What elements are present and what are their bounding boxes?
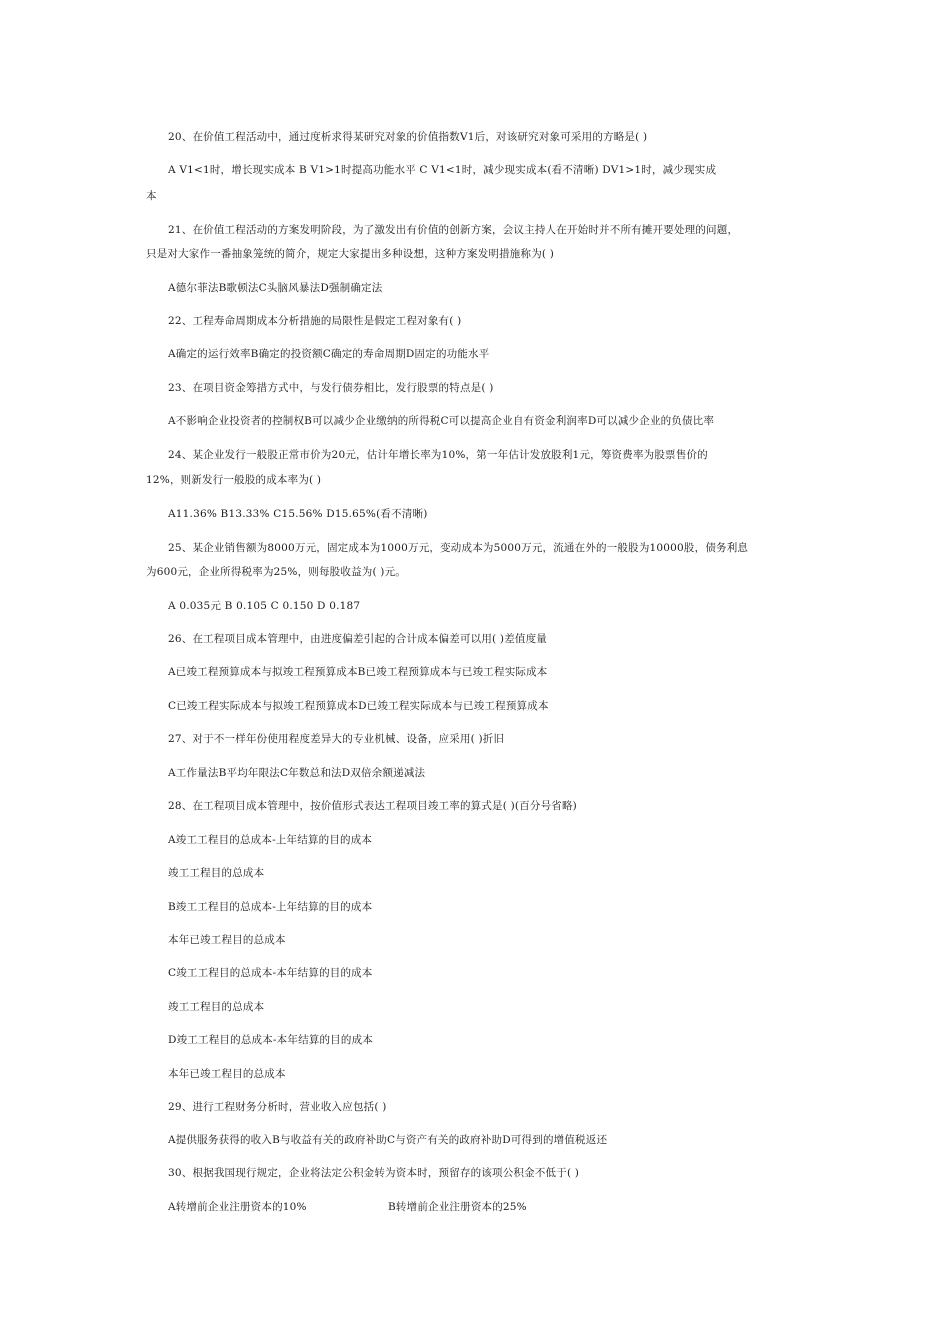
question-28-option-b-numerator: B竣工工程目的总成本-上年结算的目的成本 — [168, 901, 373, 913]
question-30-option-a: A转增前企业注册资本的10% — [168, 1201, 307, 1213]
question-20-options-cont: 本 — [146, 190, 157, 202]
question-28-option-a-denominator: 竣工工程目的总成本 — [168, 867, 265, 879]
question-21-cont: 只是对大家作一番抽象笼统的简介，规定大家提出多种设想，这种方案发明措施称为( ) — [146, 248, 555, 260]
question-24-cont: 12%，则新发行一般股的成本率为( ) — [146, 474, 322, 486]
question-26-options-ab: A已竣工程预算成本与拟竣工程预算成本B已竣工程预算成本与已竣工程实际成本 — [168, 666, 548, 678]
question-27: 27、对于不一样年份使用程度差异大的专业机械、设备，应采用( )折旧 — [168, 733, 505, 745]
question-29-options: A提供服务获得的收入B与收益有关的政府补助C与资产有关的政府补助D可得到的增值税返还 — [168, 1134, 608, 1146]
question-28-option-d-numerator: D竣工工程目的总成本-本年结算的目的成本 — [168, 1034, 373, 1046]
question-23-options: A不影响企业投资者的控制权B可以减少企业缴纳的所得税C可以提高企业自有资金利润率D可以减少企业的负债比率 — [168, 415, 715, 427]
question-21-options: A德尔菲法B歌顿法C头脑风暴法D强制确定法 — [168, 282, 383, 294]
question-26-options-cd: C已竣工程实际成本与拟竣工程预算成本D已竣工程实际成本与已竣工程预算成本 — [168, 700, 549, 712]
question-26: 26、在工程项目成本管理中，由进度偏差引起的合计成本偏差可以用( )差值度量 — [168, 633, 547, 645]
question-25-cont: 为600元，企业所得税率为25%，则每股收益为( )元。 — [146, 566, 407, 578]
question-27-options: A工作量法B平均年限法C年数总和法D双倍余额递减法 — [168, 767, 426, 779]
question-22: 22、工程寿命周期成本分析措施的局限性是假定工程对象有( ) — [168, 315, 462, 327]
question-28-option-c-numerator: C竣工工程目的总成本-本年结算的目的成本 — [168, 967, 373, 979]
question-25-options: A 0.035元 B 0.105 C 0.150 D 0.187 — [168, 600, 361, 612]
question-28-option-b-denominator: 本年已竣工程目的总成本 — [168, 934, 286, 946]
question-28: 28、在工程项目成本管理中，按价值形式表达工程项目竣工率的算式是( )(百分号省略) — [168, 800, 577, 812]
question-22-options: A确定的运行效率B确定的投资额C确定的寿命周期D固定的功能水平 — [168, 348, 490, 360]
question-25: 25、某企业销售额为8000万元，固定成本为1000万元，变动成本为5000万元，流通在外的一般股为10000股，债务利息 — [168, 542, 749, 554]
question-30-option-b: B转增前企业注册资本的25% — [388, 1201, 527, 1213]
question-28-option-a-numerator: A竣工工程目的总成本-上年结算的目的成本 — [168, 834, 373, 846]
question-28-option-d-denominator: 本年已竣工程目的总成本 — [168, 1068, 286, 1080]
question-20-options: A V1<1时，增长现实成本 B V1>1时提高功能水平 C V1<1时，减少现实成本(看不清晰) DV1>1时，减少现实成 — [168, 164, 717, 176]
question-21: 21、在价值工程活动的方案发明阶段，为了激发出有价值的创新方案，会议主持人在开始时并不所有摊开要处理的问题， — [168, 224, 739, 236]
question-24-options: A11.36% B13.33% C15.56% D15.65%(看不清晰) — [168, 508, 428, 520]
question-23: 23、在项目资金筹措方式中，与发行债券相比，发行股票的特点是( ) — [168, 382, 494, 394]
question-29: 29、进行工程财务分析时，营业收入应包括( ) — [168, 1101, 387, 1113]
question-28-option-c-denominator: 竣工工程目的总成本 — [168, 1001, 265, 1013]
question-24: 24、某企业发行一般股正常市价为20元，估计年增长率为10%，第一年估计发放股利1元，筹资费率为股票售价的 — [168, 449, 708, 461]
question-20: 20、在价值工程活动中，通过度析求得某研究对象的价值指数V1后，对该研究对象可采用的方略是( ) — [168, 131, 648, 143]
question-30: 30、根据我国现行规定，企业将法定公积金转为资本时，预留存的该项公积金不低于( ) — [168, 1167, 580, 1179]
